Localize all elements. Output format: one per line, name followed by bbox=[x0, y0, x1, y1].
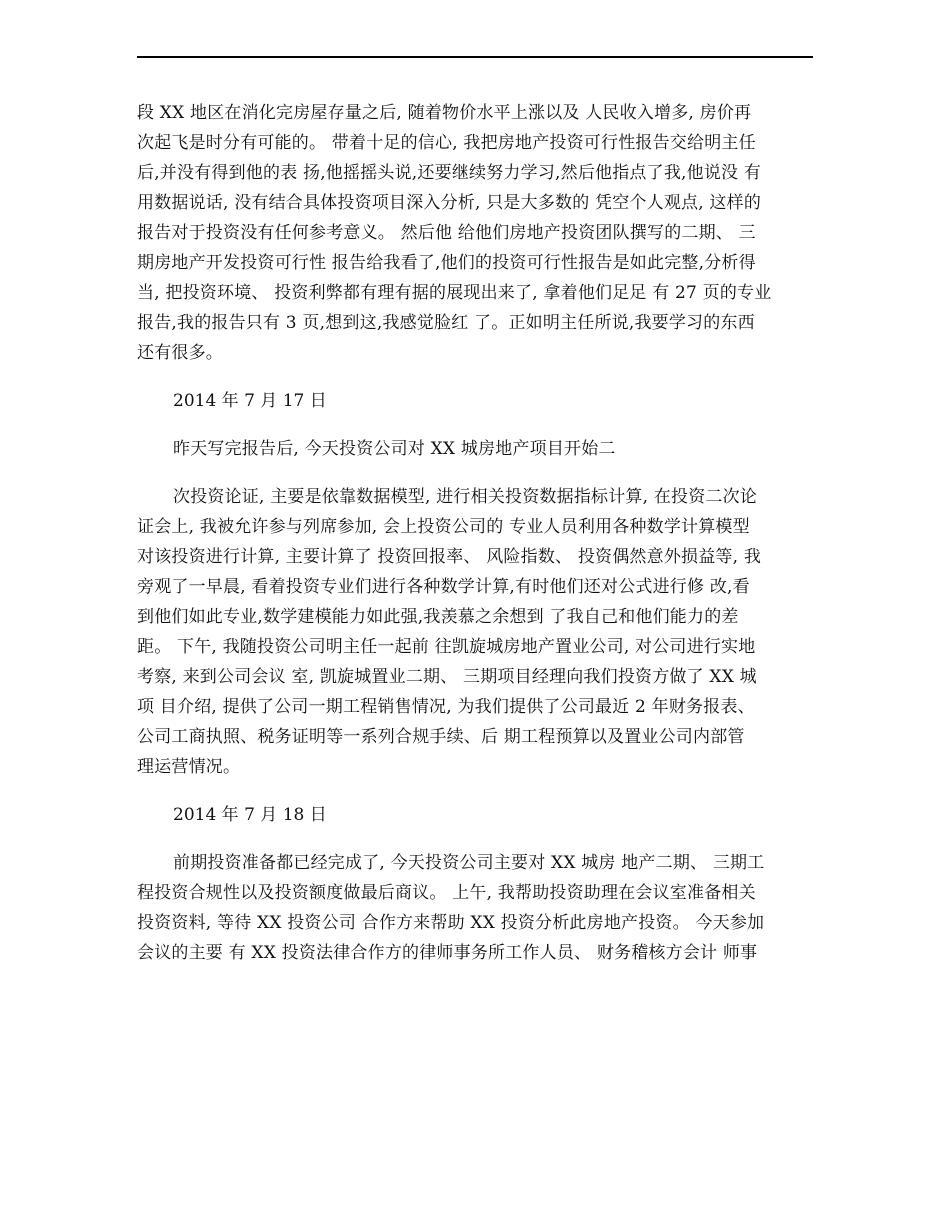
paragraph-3 bbox=[137, 482, 813, 782]
text-line: 报告对于投资没有任何参考意义。 然后他 给他们房地产投资团队撰写的二期、 三 bbox=[137, 223, 756, 243]
text-line: 理运营情况。 bbox=[137, 757, 241, 777]
text-line: 报告,我的报告只有 3 页,想到这,我感觉脸红 了。正如明主任所说,我要学习的东西 bbox=[137, 313, 755, 333]
paragraph-2 bbox=[137, 434, 813, 464]
text-line: 用数据说话, 没有结合具体投资项目深入分析, 只是大多数的 凭空个人观点, 这样的 bbox=[137, 193, 762, 213]
text-line: 公司工商执照、税务证明等一系列合规手续、后 期工程预算以及置业公司内部管 bbox=[137, 727, 745, 747]
text-line: 旁观了一早晨, 看着投资专业们进行各种数学计算,有时他们还对公式进行修 改,看 bbox=[137, 577, 750, 597]
text-line: 次起飞是时分有可能的。 带着十足的信心, 我把房地产投资可行性报告交给明主任 bbox=[137, 133, 756, 153]
document-body bbox=[137, 98, 813, 968]
text-line: 段 XX 地区在消化完房屋存量之后, 随着物价水平上涨以及 人民收入增多, 房价再 bbox=[137, 103, 752, 123]
text-line: 当, 把投资环境、 投资利弊都有理有据的展现出来了, 拿着他们足足 有 27 页的专业 bbox=[137, 283, 772, 303]
text-line: 次投资论证, 主要是依靠数据模型, 进行相关投资数据指标计算, 在投资二次论 bbox=[173, 487, 758, 507]
text-line: 距。 下午, 我随投资公司明主任一起前 往凯旋城房地产置业公司, 对公司进行实地 bbox=[137, 637, 756, 657]
text-line: 前期投资准备都已经完成了, 今天投资公司主要对 XX 城房 地产二期、 三期工 bbox=[173, 853, 765, 873]
entry-date-1: 2014 年 7 月 17 日 bbox=[173, 391, 327, 411]
header-rule bbox=[137, 56, 813, 58]
text-line: 程投资合规性以及投资额度做最后商议。 上午, 我帮助投资助理在会议室准备相关 bbox=[137, 883, 756, 903]
text-line: 还有很多。 bbox=[137, 343, 223, 363]
text-line: 对该投资进行计算, 主要计算了 投资回报率、 风险指数、 投资偶然意外损益等, 我 bbox=[137, 547, 762, 567]
text-line: 到他们如此专业,数学建模能力如此强,我羡慕之余想到 了我自己和他们能力的差 bbox=[137, 607, 739, 627]
text-line: 昨天写完报告后, 今天投资公司对 XX 城房地产项目开始二 bbox=[173, 439, 616, 459]
paragraph-1 bbox=[137, 98, 813, 368]
entry-date-2: 2014 年 7 月 18 日 bbox=[173, 805, 327, 825]
text-line: 会议的主要 有 XX 投资法律合作方的律师事务所工作人员、 财务稽核方会计 师事 bbox=[137, 943, 758, 963]
text-line: 证会上, 我被允许参与列席参加, 会上投资公司的 专业人员利用各种数学计算模型 bbox=[137, 517, 750, 537]
text-line: 项 目介绍, 提供了公司一期工程销售情况, 为我们提供了公司最近 2 年财务报表、 bbox=[137, 697, 755, 717]
text-line: 投资资料, 等待 XX 投资公司 合作方来帮助 XX 投资分析此房地产投资。 今天参加 bbox=[137, 913, 765, 933]
text-line: 期房地产开发投资可行性 报告给我看了,他们的投资可行性报告是如此完整,分析得 bbox=[137, 253, 756, 273]
paragraph-4 bbox=[137, 848, 813, 968]
text-line: 后,并没有得到他的表 扬,他摇摇头说,还要继续努力学习,然后他指点了我,他说没 有 bbox=[137, 163, 762, 183]
text-line: 考察, 来到公司会议 室, 凯旋城置业二期、 三期项目经理向我们投资方做了 XX 城 bbox=[137, 667, 757, 687]
